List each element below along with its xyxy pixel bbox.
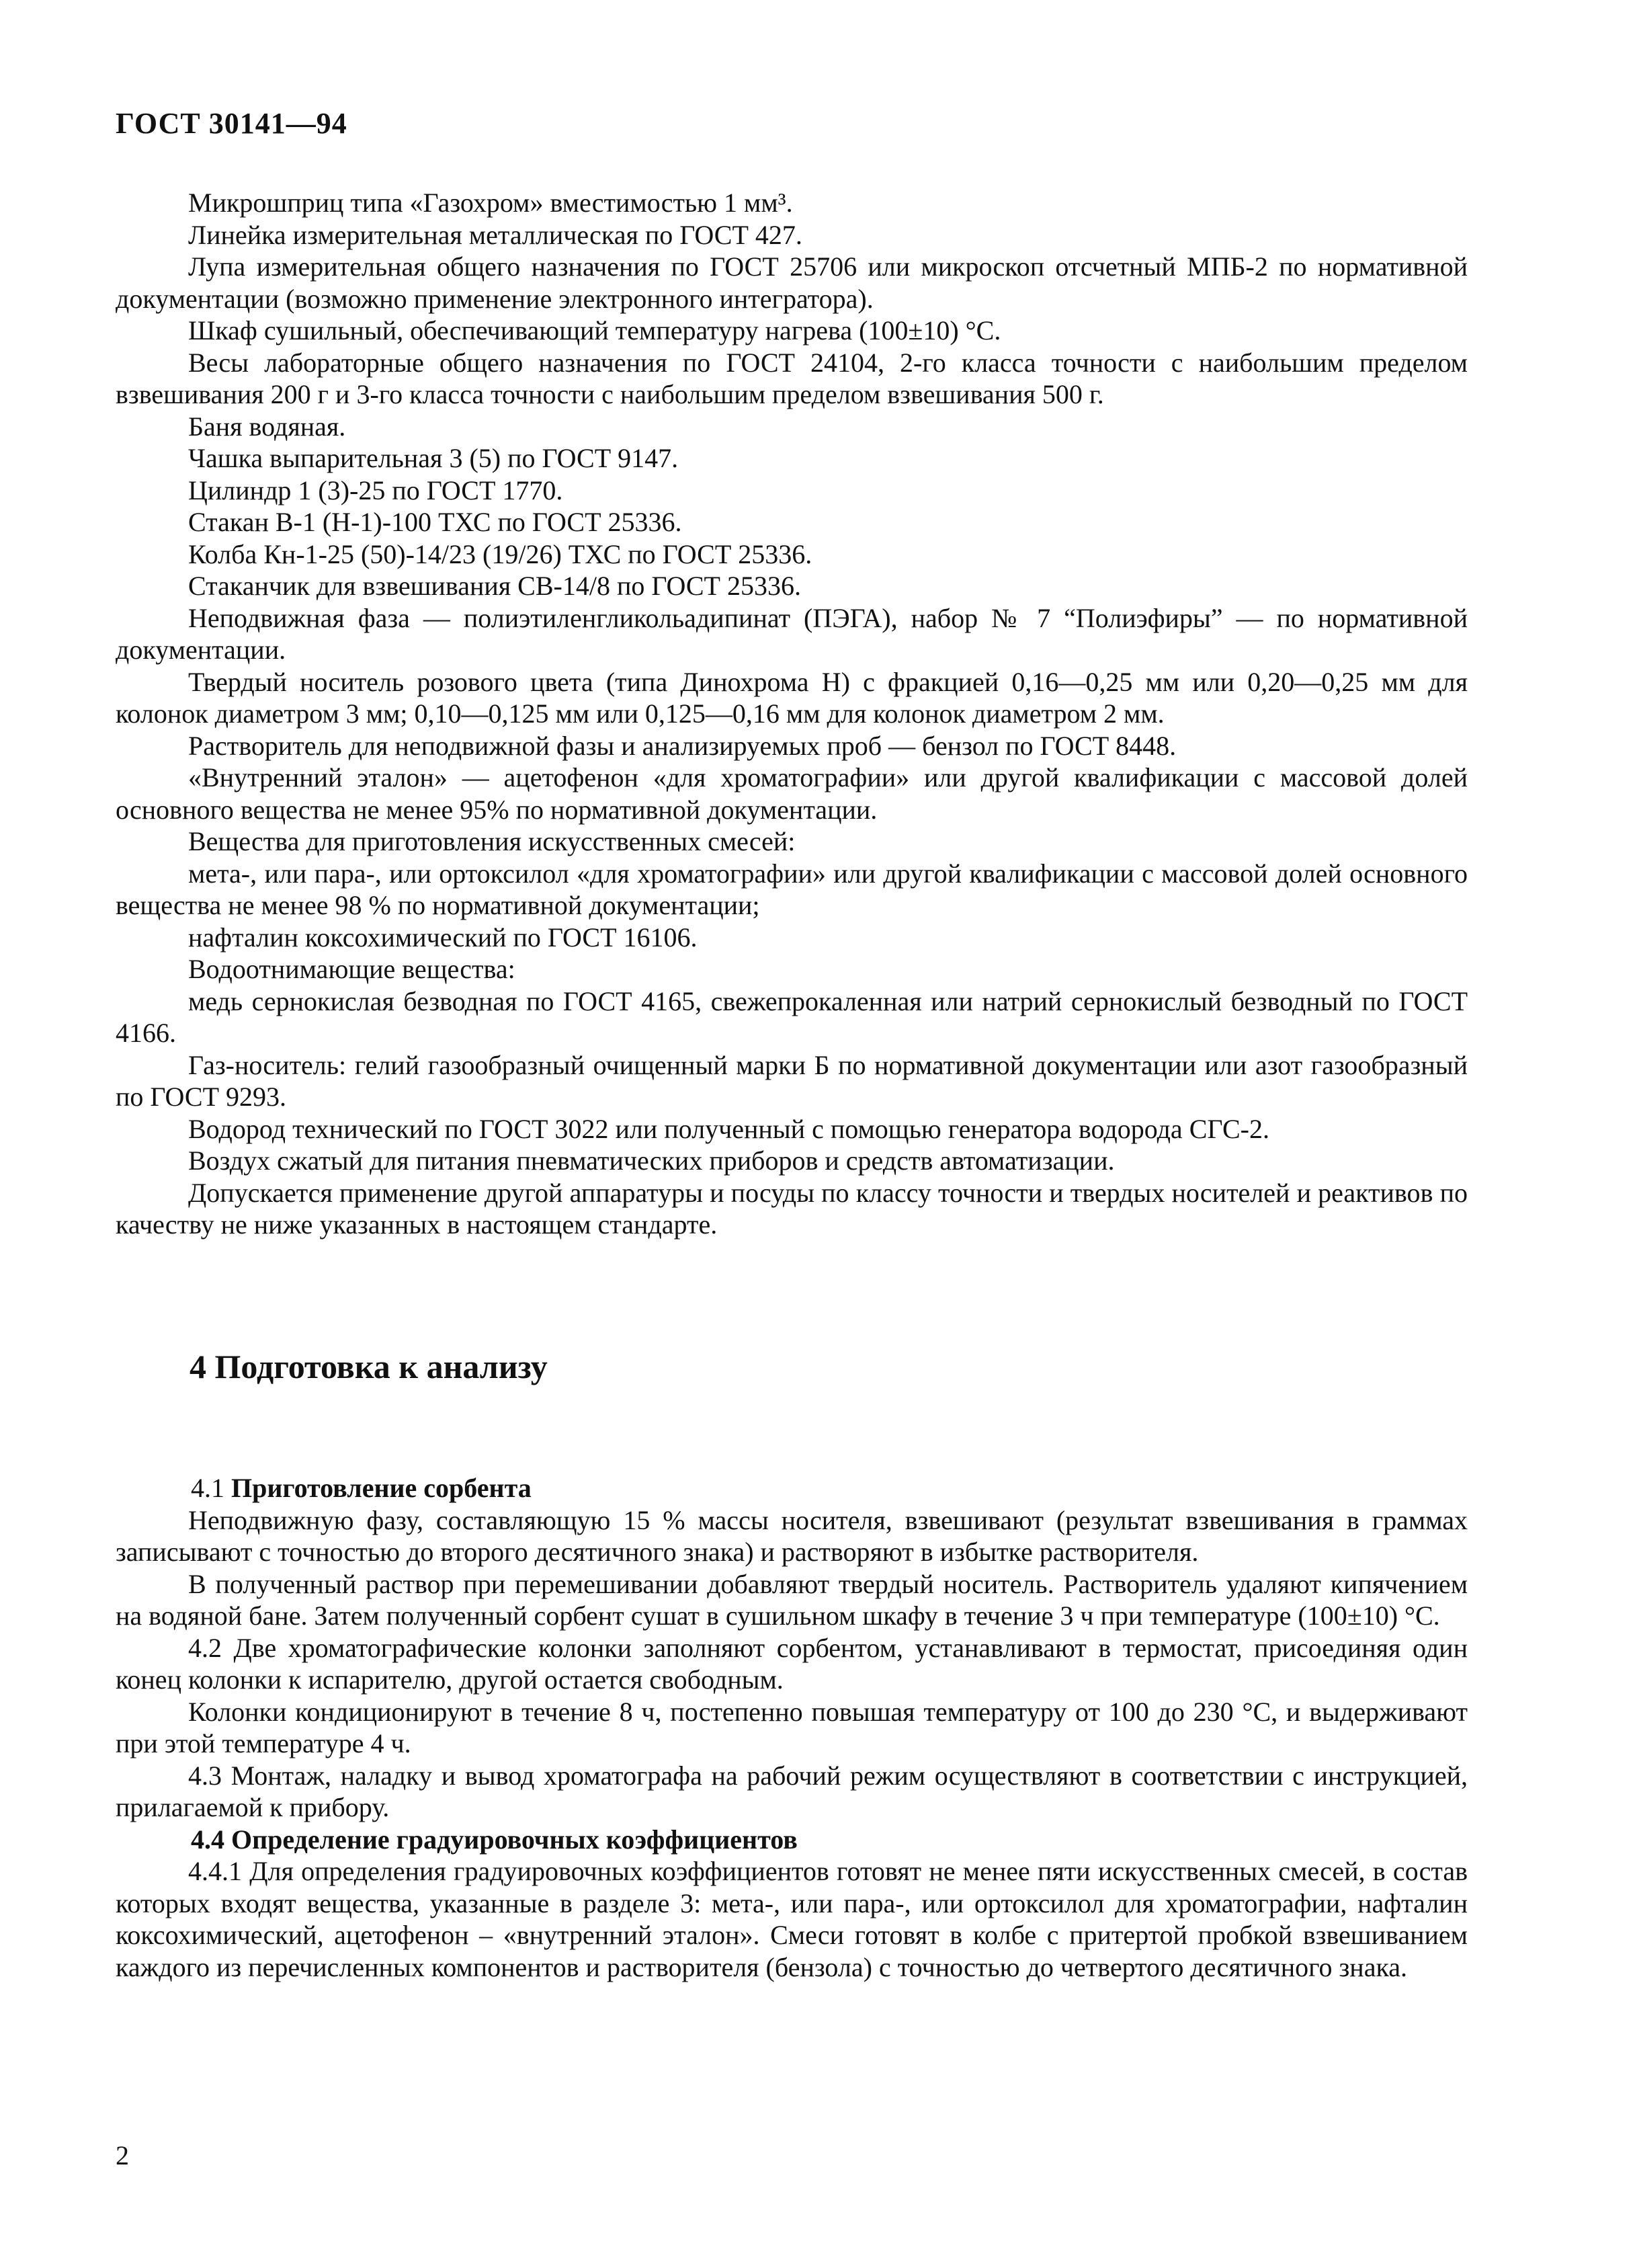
paragraph-4-2-columns: 4.2 Две хроматографические колонки заполняют сорбентом, устанавливают в термостат, присоединяя один конец колонки к испарителю, другой остается свободным.	[116, 1632, 1468, 1695]
paragraph-carrier-gas: Газ-носитель: гелий газообразный очищенный марки Б по нормативной документации или азот газообразный по ГОСТ 9293.	[116, 1049, 1468, 1112]
paragraph-internal-standard: «Внутренний эталон» — ацетофенон «для хроматографии» или другой квалификации с массовой долей основного вещества не менее 95% по нормативной документации.	[116, 762, 1468, 825]
subsection-4-4-title: 4.4 Определение градуировочных коэффициентов	[191, 1824, 798, 1855]
paragraph-cylinder: Цилиндр 1 (3)-25 по ГОСТ 1770.	[188, 475, 563, 505]
paragraph-solvent: Растворитель для неподвижной фазы и анализируемых проб — бензол по ГОСТ 8448.	[188, 730, 1177, 761]
paragraph-xylene: мета-, или пара-, или ортоксилол «для хроматографии» или другой квалификации с массовой долей основного вещества не менее 98 % по нормативной документации;	[116, 858, 1468, 920]
paragraph-drying-oven: Шкаф сушильный, обеспечивающий температуру нагрева (100±10) °С.	[188, 315, 1001, 346]
paragraph-stationary-phase: Неподвижная фаза — полиэтиленгликольадипинат (ПЭГА), набор № 7 “Полиэфиры” — по нормативной документации.	[116, 602, 1468, 665]
subsection-4-1-heading	[116, 1472, 1468, 1504]
paragraph-compressed-air: Воздух сжатый для питания пневматических приборов и средств автоматизации.	[188, 1145, 1115, 1176]
subsection-4-1-title: Приготовление сорбента	[231, 1473, 532, 1503]
paragraph-ruler: Линейка измерительная металлическая по ГОСТ 427.	[188, 219, 802, 250]
paragraph-water-bath: Баня водяная.	[188, 411, 346, 442]
paragraph-microsyringe: Микрошприц типа «Газохром» вместимостью 1 мм³.	[188, 188, 793, 218]
paragraph-evaporating-dish: Чашка выпарительная 3 (5) по ГОСТ 9147.	[188, 443, 679, 473]
paragraph-hydrogen: Водород технический по ГОСТ 3022 или полученный с помощью генератора водорода СГС-2.	[188, 1113, 1269, 1144]
section-4-title: 4 Подготовка к анализу	[190, 1348, 548, 1385]
paragraph-copper-sulfate: медь сернокислая безводная по ГОСТ 4165, свежепрокаленная или натрий сернокислый безводный по ГОСТ 4166.	[116, 985, 1468, 1048]
paragraph-4-3-installation: 4.3 Монтаж, наладку и вывод хроматографа на рабочий режим осуществляют в соответствии с инструкцией, прилагаемой к прибору.	[116, 1760, 1468, 1822]
paragraph-artificial-mixtures: Вещества для приготовления искусственных смесей:	[188, 826, 796, 856]
paragraph-weighing-bottle: Стаканчик для взвешивания СВ-14/8 по ГОСТ 25336.	[188, 571, 801, 601]
page-number: 2	[116, 2140, 129, 2171]
paragraph-solid-carrier: Твердый носитель розового цвета (типа Динохрома Н) с фракцией 0,16—0,25 мм или 0,20—0,25 мм для колонок диаметром 3 мм; 0,10—0,125 мм или 0,125—0,16 мм для колонок диаметром 2 мм.	[116, 666, 1468, 729]
document-code-header: ГОСТ 30141—94	[116, 107, 347, 140]
materials-list	[116, 187, 1468, 1241]
paragraph-beaker: Стакан В-1 (Н-1)-100 ТХС по ГОСТ 25336.	[188, 507, 682, 537]
paragraph-flask: Колба Кн-1-25 (50)-14/23 (19/26) ТХС по ГОСТ 25336.	[188, 538, 812, 569]
paragraph-scales: Весы лабораторные общего назначения по ГОСТ 24104, 2-го класса точности с наибольшим пределом взвешивания 200 г и 3-го класса точности с наибольшим пределом взвешивания 500 г.	[116, 347, 1468, 409]
paragraph-4-4-1-calibration: 4.4.1 Для определения градуировочных коэффициентов готовят не менее пяти искусственных смесей, в состав которых входят вещества, указанные в разделе 3: мета-, или пара-, или ортоксилол для хроматографии, нафталин коксохимический, ацетофенон – «внутренний эталон». Смеси готовят в колбе с притертой пробкой взвешиванием каждого из перечисленных компонентов и растворителя (бензола) с точностью до четвертого десятичного знака.	[116, 1856, 1468, 1982]
paragraph-4-1-carrier-added: В полученный раствор при перемешивании добавляют твердый носитель. Растворитель удаляют кипячением на водяной бане. Затем полученный сорбент сушат в сушильном шкафу в течение 3 ч при температуре (100±10) °С.	[116, 1568, 1468, 1631]
paragraph-magnifier: Лупа измерительная общего назначения по ГОСТ 25706 или микроскоп отсчетный МПБ-2 по нормативной документации (возможно применение электронного интегратора).	[116, 251, 1468, 314]
paragraph-alternatives-allowed: Допускается применение другой аппаратуры и посуды по классу точности и твердых носителей и реактивов по качеству не ниже указанных в настоящем стандарте.	[116, 1177, 1468, 1240]
paragraph-4-1-phase-weighing: Неподвижную фазу, составляющую 15 % массы носителя, взвешивают (результат взвешивания в граммах записывают с точностью до второго десятичного знака) и растворяют в избытке растворителя.	[116, 1504, 1468, 1567]
paragraph-4-2-conditioning: Колонки кондиционируют в течение 8 ч, постепенно повышая температуру от 100 до 230 °С, и выдерживают при этой температуре 4 ч.	[116, 1696, 1468, 1758]
section-4-body	[116, 1472, 1468, 1983]
paragraph-dehydrating-agents: Водоотнимающие вещества:	[188, 954, 515, 984]
subsection-4-1-number: 4.1	[191, 1473, 224, 1503]
paragraph-naphthalene: нафталин коксохимический по ГОСТ 16106.	[188, 922, 698, 953]
